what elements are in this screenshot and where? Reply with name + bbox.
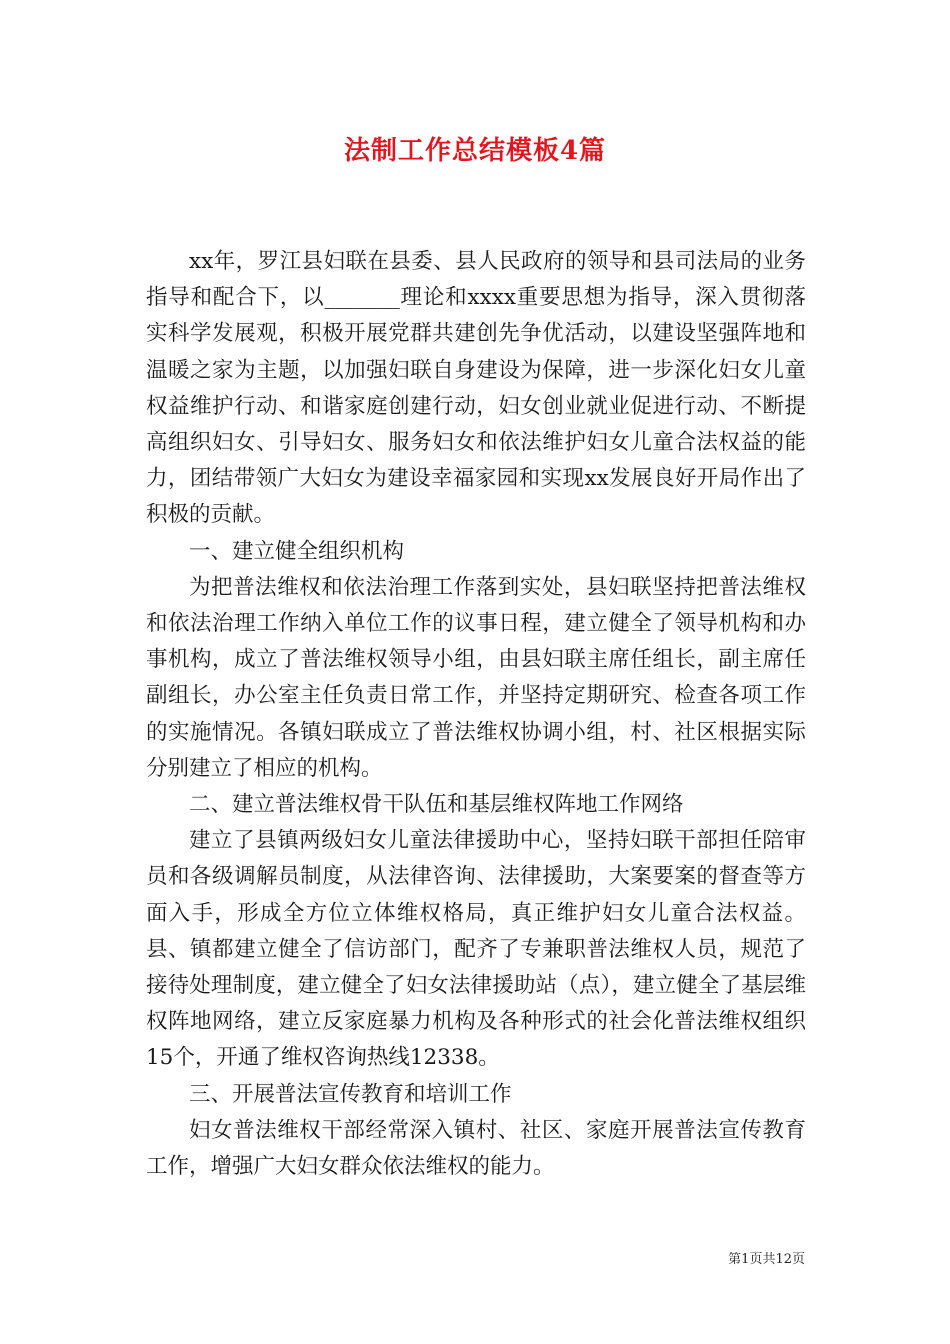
section-heading-1: 一、建立健全组织机构 xyxy=(189,538,405,564)
section-heading-3: 三、开展普法宣传教育和培训工作 xyxy=(189,1081,512,1107)
document-title: 法制工作总结模板4篇 xyxy=(343,136,607,166)
document-body xyxy=(146,244,806,1185)
paragraph-section-1: 为把普法维权和依法治理工作落到实处，县妇联坚持把普法维权和依法治理工作纳入单位工作的议事日程，建立健全了领导机构和办事机构，成立了普法维权领导小组，由县妇联主席任组长，副主席任副组长，办公室主任负责日常工作，并坚持定期研究、检查各项工作的实施情况。各镇妇联成立了普法维权协调小组，村、社区根据实际分别建立了相应的机构。 xyxy=(146,574,806,781)
page-number-footer: 第1页共12页 xyxy=(728,1252,805,1267)
paragraph-intro: xx年，罗江县妇联在县委、县人民政府的领导和县司法局的业务指导和配合下，以_______理论和xxxx重要思想为指导，深入贯彻落实科学发展观，积极开展党群共建创先争优活动，以建设坚强阵地和温暖之家为主题，以加强妇联自身建设为保障，进一步深化妇女儿童权益维护行动、和谐家庭创建行动，妇女创业就业促进行动、不断提高组织妇女、引导妇女、服务妇女和依法维护妇女儿童合法权益的能力，团结带领广大妇女为建设幸福家园和实现xx发展良好开局作出了积极的贡献。 xyxy=(146,249,806,528)
section-heading-2: 二、建立普法维权骨干队伍和基层维权阵地工作网络 xyxy=(189,792,684,818)
paragraph-section-2: 建立了县镇两级妇女儿童法律援助中心，坚持妇联干部担任陪审员和各级调解员制度，从法律咨询、法律援助，大案要案的督查等方面入手，形成全方位立体维权格局，真正维护妇女儿童合法权益。县、镇都建立健全了信访部门，配齐了专兼职普法维权人员，规范了接待处理制度，建立健全了妇女法律援助站（点），建立健全了基层维权阵地网络，建立反家庭暴力机构及各种形式的社会化普法维权组织15个，开通了维权咨询热线12338。 xyxy=(146,828,806,1071)
paragraph-section-3: 妇女普法维权干部经常深入镇村、社区、家庭开展普法宣传教育工作，增强广大妇女群众依法维权的能力。 xyxy=(146,1117,806,1180)
